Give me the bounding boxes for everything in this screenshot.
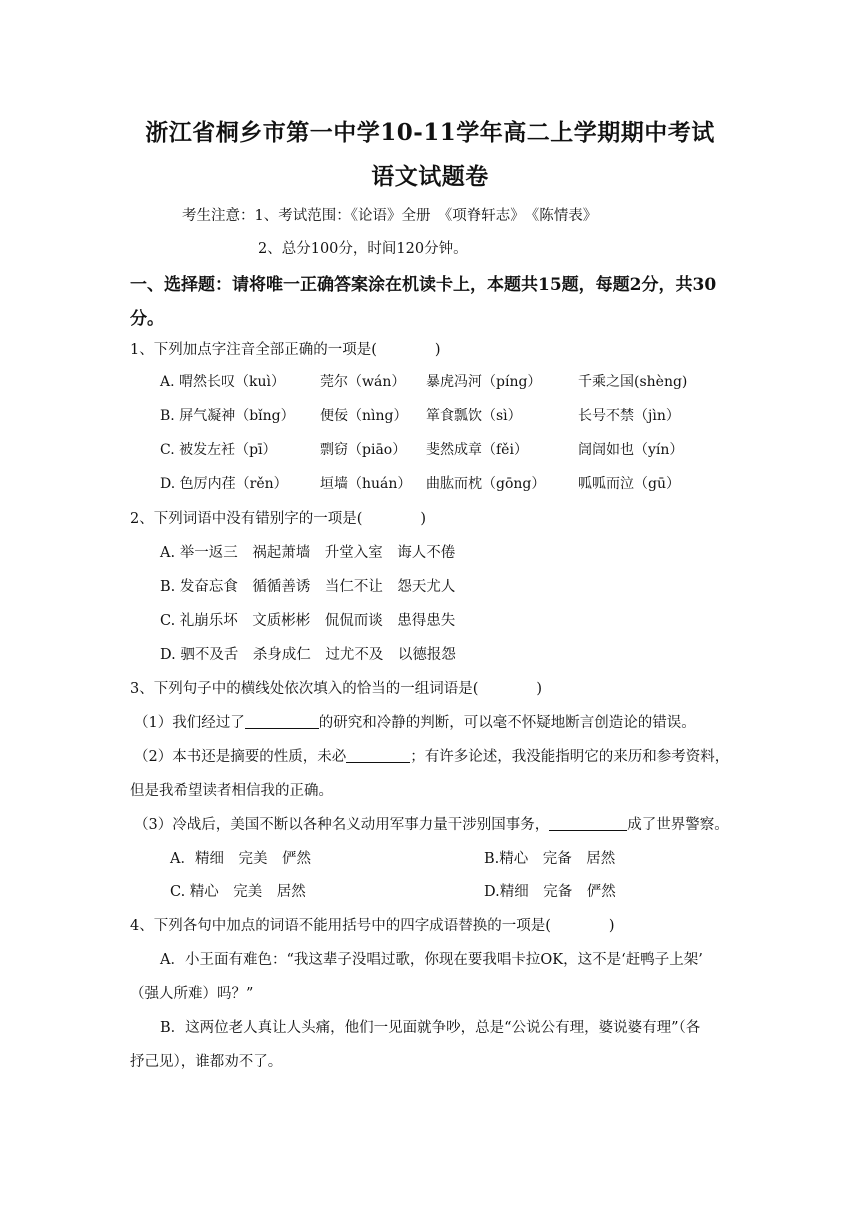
q1-d-item-2: 垣墙（huán） xyxy=(320,476,412,492)
exam-subtitle: 语文试题卷 xyxy=(371,163,489,190)
q1-stem: 1、下列加点字注音全部正确的一项是( ) xyxy=(130,342,441,358)
q3-sentence-1 xyxy=(134,711,696,732)
q3-sentence-3 xyxy=(134,813,729,834)
q2-option-c: C. 礼崩乐坏 文质彬彬 侃侃而谈 患得患失 xyxy=(160,613,456,629)
q1-c-item-2: 剽窃（piāo） xyxy=(320,442,407,458)
q2-option-b: B. 发奋忘食 循循善诱 当仁不让 怨天尤人 xyxy=(160,579,456,595)
q2-stem: 2、下列词语中没有错别字的一项是( ) xyxy=(130,511,427,527)
q3-blank-3 xyxy=(549,816,627,831)
q4-option-b-line-1: B．这两位老人真让人头痛，他们一见面就争吵，总是“公说公有理，婆说婆有理”（各 xyxy=(160,1020,701,1036)
q3-s1-text-a: （1）我们经过了 xyxy=(134,715,245,731)
q3-s3-text-a: （3）冷战后，美国不断以各种名义动用军事力量干涉别国事务， xyxy=(134,817,550,833)
q1-b-item-4: 长号不禁（jìn） xyxy=(578,408,680,424)
q3-s2-text-b: ；有许多论述，我没能指明它的来历和参考资料， xyxy=(410,749,730,765)
q1-c-item-4: 訚訚如也（yín） xyxy=(578,442,684,458)
q1-d-item-4: 呱呱而泣（gū） xyxy=(578,476,680,492)
q1-a-item-2: 莞尔（wán） xyxy=(320,374,406,390)
q4-option-a-line-2: （强人所难）吗？” xyxy=(130,986,254,1002)
section-heading-line-1: 一、选择题：请将唯一正确答案涂在机读卡上，本题共15题，每题2分，共30 xyxy=(130,275,717,295)
q4-option-b-line-2: 抒己见），谁都劝不了。 xyxy=(130,1054,283,1070)
q3-s2-text-a: （2）本书还是摘要的性质，未必 xyxy=(134,749,347,765)
q1-c-item-1: C. 被发左衽（pī） xyxy=(160,442,277,458)
q1-a-item-4: 千乘之国(shèng) xyxy=(578,374,688,390)
q3-option-d: D.精细 完备 俨然 xyxy=(484,884,616,900)
q1-b-item-3: 箪食瓢饮（sì） xyxy=(426,408,522,424)
q1-a-item-3: 暴虎冯河（píng） xyxy=(426,374,542,390)
q3-blank-1 xyxy=(245,714,319,729)
q3-sentence-2-cont: 但是我希望读者相信我的正确。 xyxy=(130,783,333,799)
q1-b-item-1: B. 屏气凝神（bǐng） xyxy=(160,408,295,424)
q2-option-a: A. 举一返三 祸起萧墙 升堂入室 诲人不倦 xyxy=(160,545,456,561)
exam-title: 浙江省桐乡市第一中学10-11学年高二上学期期中考试 xyxy=(145,119,715,146)
q1-c-item-3: 斐然成章（fěi） xyxy=(426,442,528,458)
q2-option-d: D. 驷不及舌 杀身成仁 过尤不及 以德报怨 xyxy=(160,647,456,663)
q3-option-b: B.精心 完备 居然 xyxy=(484,851,616,867)
q3-blank-2 xyxy=(346,748,410,763)
q1-a-item-1: A. 喟然长叹（kuì） xyxy=(160,374,285,390)
section-heading-line-2: 分。 xyxy=(130,309,164,329)
q3-s1-text-b: 的研究和冷静的判断，可以毫不怀疑地断言创造论的错误。 xyxy=(318,715,696,731)
q4-option-a-line-1: A．小王面有难色：“我这辈子没唱过歌，你现在要我唱卡拉OK，这不是‘赶鸭子上架’ xyxy=(160,952,703,968)
q1-b-item-2: 便佞（nìng） xyxy=(320,408,408,424)
q1-d-item-1: D. 色厉内荏（rěn） xyxy=(160,476,288,492)
q3-sentence-2 xyxy=(134,745,729,766)
q3-option-c: C. 精心 完美 居然 xyxy=(170,884,306,900)
q1-d-item-3: 曲肱而枕（gōng） xyxy=(426,476,546,492)
q3-option-a: A．精细 完美 俨然 xyxy=(170,851,311,867)
q3-s3-text-b: 成了世界警察。 xyxy=(627,817,729,833)
notice-line-2: 2、总分100分，时间120分钟。 xyxy=(258,241,468,257)
q3-stem: 3、下列句子中的横线处依次填入的恰当的一组词语是( ) xyxy=(130,681,543,697)
notice-line-1: 考生注意：1、考试范围：《论语》全册 《项脊轩志》 《陈情表》 xyxy=(182,208,598,224)
q4-stem: 4、下列各句中加点的词语不能用括号中的四字成语替换的一项是( ) xyxy=(130,918,615,934)
